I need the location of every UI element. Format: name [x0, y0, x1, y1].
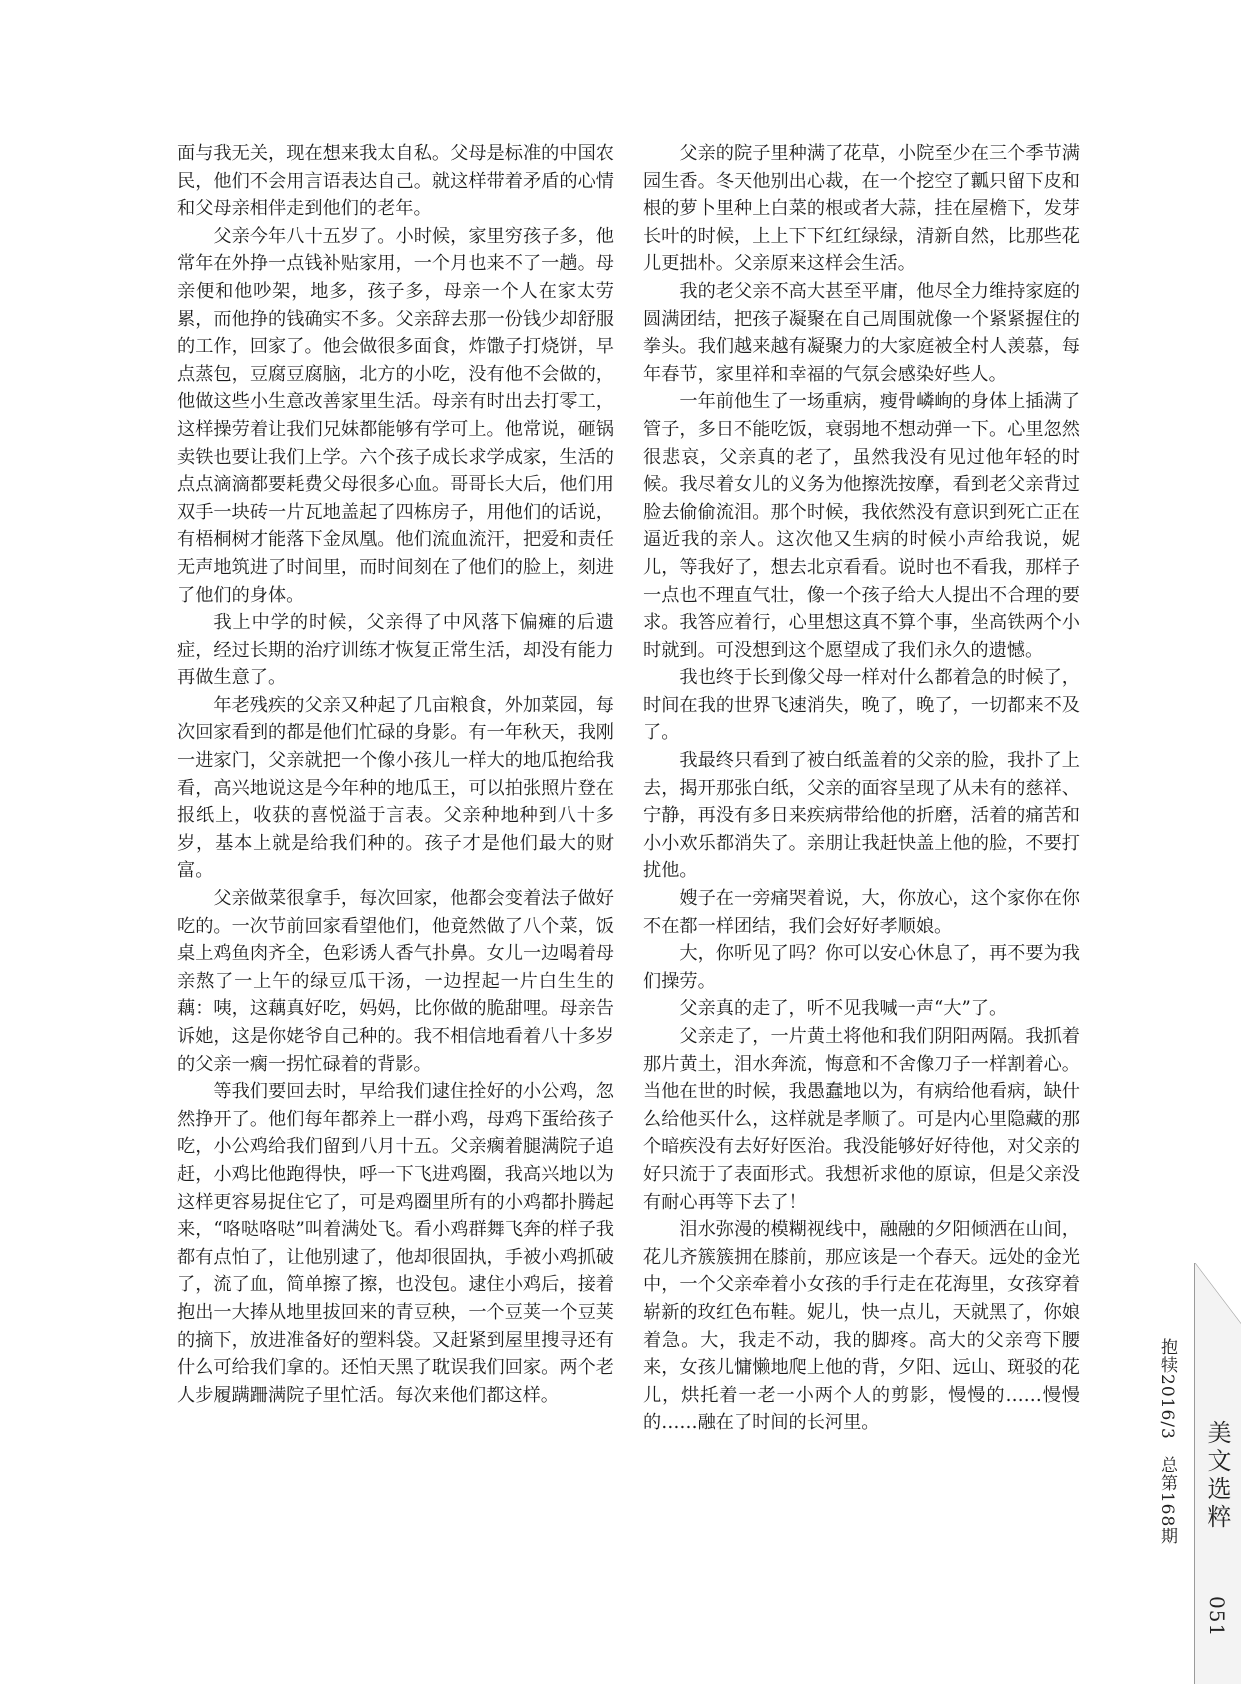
paragraph: 我上中学的时候，父亲得了中风落下偏瘫的后遗症，经过长期的治疗训练才恢复正常生活，却没有能力再做生意了。	[177, 612, 614, 689]
article-column-left	[177, 140, 614, 1409]
paragraph: 父亲今年八十五岁了。小时候，家里穷孩子多，他常年在外挣一点钱补贴家用，一个月也来不了一趟。母亲便和他吵架，地多，孩子多，母亲一个人在家太劳累，而他挣的钱确实不多。父亲辞去那一份钱少却舒服的工作，回家了。他会做很多面食，炸馓子打烧饼，早点蒸包，豆腐豆腐脑，北方的小吃，没有他不会做的，他做这些小生意改善家里生活。母亲有时出去打零工，这样操劳着让我们兄妹都能够有学可上。他常说，砸锅卖铁也要让我们上学。六个孩子成长求学成家，生活的点点滴滴都要耗费父母很多心血。哥哥长大后，他们用双手一块砖一片瓦地盖起了四栋房子，用他们的话说，有梧桐树才能落下金凤凰。他们流血流汗，把爱和责任无声地筑进了时间里，而时间刻在了他们的脸上，刻进了他们的身体。	[177, 225, 614, 606]
paragraph: 面与我无关，现在想来我太自私。父母是标准的中国农民，他们不会用言语表达自己。就这样带着矛盾的心情和父母亲相伴走到他们的老年。	[177, 143, 614, 220]
issue-info	[1155, 1338, 1180, 1545]
issue-total: 总第168期	[1157, 1455, 1177, 1546]
paragraph: 嫂子在一旁痛哭着说，大，你放心，这个家你在你不在都一样团结，我们会好好孝顺娘。	[643, 888, 1080, 937]
paragraph: 一年前他生了一场重病，瘦骨嶙峋的身体上插满了管子，多日不能吃饭，衰弱地不想动弹一下。心里忽然很悲哀，父亲真的老了，虽然我没有见过他年轻的时候。我尽着女儿的义务为他擦洗按摩，看到老父亲背过脸去偷偷流泪。那个时候，我依然没有意识到死亡正在逼近我的亲人。这次他又生病的时候小声给我说，妮儿，等我好了，想去北京看看。说时也不看我，那样子一点也不理直气壮，像一个孩子给大人提出不合理的要求。我答应着行，心里想这真不算个事，坐高铁两个小时就到。可没想到这个愿望成了我们永久的遗憾。	[643, 391, 1080, 661]
paragraph: 等我们要回去时，早给我们逮住拴好的小公鸡，忽然挣开了。他们每年都养上一群小鸡，母鸡下蛋给孩子吃，小公鸡给我们留到八月十五。父亲瘸着腿满院子追赶，小鸡比他跑得快，呼一下飞进鸡圈，我高兴地以为这样更容易捉住它了，可是鸡圈里所有的小鸡都扑腾起来，“咯哒咯哒”叫着满处飞。看小鸡群舞飞奔的样子我都有点怕了，让他别逮了，他却很固执，手被小鸡抓破了，流了血，简单擦了擦，也没包。逮住小鸡后，接着抱出一大捧从地里拔回来的青豆秧，一个豆荚一个豆荚的摘下，放进准备好的塑料袋。又赶紧到屋里搜寻还有什么可给我们拿的。还怕天黑了耽误我们回家。两个老人步履蹒跚满院子里忙活。每次来他们都这样。	[177, 1081, 614, 1406]
page-number: 051	[1205, 1596, 1229, 1638]
paragraph: 父亲做菜很拿手，每次回家，他都会变着法子做好吃的。一次节前回家看望他们，他竟然做了八个菜，饭桌上鸡鱼肉齐全，色彩诱人香气扑鼻。女儿一边喝着母亲熬了一上午的绿豆瓜干汤，一边捏起一片白生生的藕：咦，这藕真好吃，妈妈，比你做的脆甜哩。母亲告诉她，这是你姥爷自己种的。我不相信地看着八十多岁的父亲一瘸一拐忙碌着的背影。	[177, 888, 614, 1075]
article-column-right	[643, 140, 1080, 1437]
issue-publication: 抱犊2016/3	[1157, 1338, 1177, 1440]
paragraph: 泪水弥漫的模糊视线中，融融的夕阳倾洒在山间，花儿齐簇簇拥在膝前，那应该是一个春天。远处的金光中，一个父亲牵着小女孩的手行走在花海里，女孩穿着崭新的玫红色布鞋。妮儿，快一点儿，天就黑了，你娘着急。大，我走不动，我的脚疼。高大的父亲弯下腰来，女孩儿慵懒地爬上他的背，夕阳、远山、斑驳的花儿，烘托着一老一小两个人的剪影，慢慢的……慢慢的……融在了时间的长河里。	[643, 1219, 1080, 1434]
paragraph: 父亲走了，一片黄土将他和我们阴阳两隔。我抓着那片黄土，泪水奔流，悔意和不舍像刀子一样割着心。当他在世的时候，我愚蠢地以为，有病给他看病，缺什么给他买什么，这样就是孝顺了。可是内心里隐藏的那个暗疾没有去好好医治。我没能够好好待他，对父亲的好只流于了表面形式。我想祈求他的原谅，但是父亲没有耐心再等下去了！	[643, 1026, 1080, 1213]
paragraph: 大，你听见了吗？你可以安心休息了，再不要为我们操劳。	[643, 943, 1080, 992]
paragraph: 我也终于长到像父母一样对什么都着急的时候了，时间在我的世界飞速消失，晚了，晚了，一切都来不及了。	[643, 667, 1080, 744]
section-title: 美文选粹	[1203, 1420, 1231, 1532]
paragraph: 父亲的院子里种满了花草，小院至少在三个季节满园生香。冬天他别出心裁，在一个挖空了瓤只留下皮和根的萝卜里种上白菜的根或者大蒜，挂在屋檐下，发芽长叶的时候，上上下下红红绿绿，清新自然，比那些花儿更拙朴。父亲原来这样会生活。	[643, 143, 1080, 275]
paragraph: 年老残疾的父亲又种起了几亩粮食，外加菜园，每次回家看到的都是他们忙碌的身影。有一年秋天，我刚一进家门，父亲就把一个像小孩儿一样大的地瓜抱给我看，高兴地说这是今年种的地瓜王，可以拍张照片登在报纸上，收获的喜悦溢于言表。父亲种地种到八十多岁，基本上就是给我们种的。孩子才是他们最大的财富。	[177, 694, 614, 882]
paragraph: 父亲真的走了，听不见我喊一声“大”了。	[679, 998, 1008, 1020]
paragraph: 我最终只看到了被白纸盖着的父亲的脸，我扑了上去，揭开那张白纸，父亲的面容呈现了从未有的慈祥、宁静，再没有多日来疾病带给他的折磨，活着的痛苦和小小欢乐都消失了。亲朋让我赶快盖上他的脸，不要打扰他。	[643, 750, 1080, 882]
paragraph: 我的老父亲不高大甚至平庸，他尽全力维持家庭的圆满团结，把孩子凝聚在自己周围就像一个紧紧握住的拳头。我们越来越有凝聚力的大家庭被全村人羡慕，每年春节，家里祥和幸福的气氛会感染好些人。	[643, 280, 1080, 385]
